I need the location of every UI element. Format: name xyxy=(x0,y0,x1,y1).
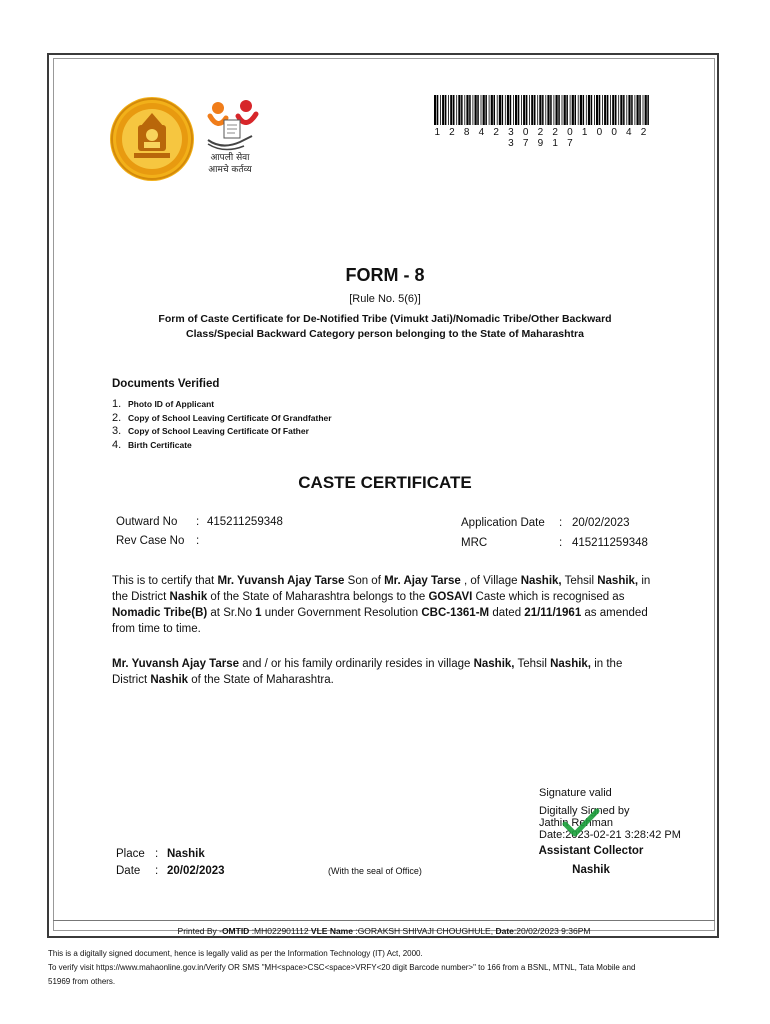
footer-line1: This is a digitally signed document, hence is legally valid as per the Information Technology (IT) Act, 2000. xyxy=(48,949,423,958)
p2-text-1: and / or his family ordinarily resides in village xyxy=(239,658,474,670)
caste-name: GOSAVI xyxy=(428,591,473,603)
tehsil-name: Nashik, xyxy=(550,658,592,670)
footer-line3: 51969 from others. xyxy=(48,977,116,986)
barcode-icon xyxy=(434,95,650,125)
vle-value: :GORAKSH SHIVAJI CHOUGHULE, xyxy=(352,926,496,936)
p2-text-2: Tehsil xyxy=(514,658,551,670)
signature-date: Date:2023-02-21 3:28:42 PM xyxy=(539,829,681,841)
p1-text-4: Tehsil xyxy=(561,575,598,587)
omtid-value: :MH022901112 xyxy=(249,926,311,936)
printed-prefix: Printed By - xyxy=(177,926,222,936)
p2-text-4: of the State of Maharashtra. xyxy=(188,674,334,686)
district-name: Nashik xyxy=(150,674,189,686)
tagline-line1: आपली सेवा xyxy=(210,153,250,163)
list-item-text: Copy of School Leaving Certificate Of Father xyxy=(128,426,309,436)
p1-text-7: Caste which is recognised as xyxy=(472,591,625,603)
p1-text-6: of the State of Maharashtra belongs to the xyxy=(207,591,429,603)
serial-number: 1 xyxy=(255,607,262,619)
date-sep: : xyxy=(155,865,159,877)
form-description-line1: Form of Caste Certificate for De-Notified Tribe (Vimukt Jati)/Nomadic Tribe/Other Backward xyxy=(158,313,612,325)
applicant-name: Mr. Yuvansh Ajay Tarse xyxy=(112,658,239,670)
list-item-number: 3. xyxy=(112,425,122,437)
barcode-number: 1 2 8 4 2 3 0 2 2 0 1 0 0 4 2 3 7 9 1 7 xyxy=(434,127,650,149)
list-item-text: Copy of School Leaving Certificate Of Grandfather xyxy=(128,412,332,423)
application-date-sep: : xyxy=(559,517,563,529)
applicant-name: Mr. Yuvansh Ajay Tarse xyxy=(217,575,345,587)
list-item-number: 1. xyxy=(112,398,122,410)
application-date-value: 20/02/2023 xyxy=(572,517,630,529)
signature-valid-check-icon xyxy=(562,808,600,838)
mrc-value: 415211259348 xyxy=(572,537,648,549)
p2-text-3: in the District xyxy=(112,658,623,686)
district-name: Nashik xyxy=(169,591,208,603)
seal-note: (With the seal of Office) xyxy=(328,866,422,876)
p1-text-5: in the District xyxy=(112,575,651,603)
printed-by xyxy=(53,926,715,936)
rev-case-label: Rev Case No xyxy=(116,535,185,547)
printed-date-label: Date xyxy=(495,926,514,936)
place-value: Nashik xyxy=(167,848,205,860)
footer-note xyxy=(48,947,728,989)
tagline-line2: आमचे कर्तव्य xyxy=(208,165,252,175)
father-name: Mr. Ajay Tarse xyxy=(384,575,461,587)
p1-text-3: , of Village xyxy=(460,575,521,587)
rule-number: [Rule No. 5(6)] xyxy=(349,293,421,305)
certificate-paragraph-2 xyxy=(112,656,660,688)
signature-signer: Jathin Rehman xyxy=(539,817,613,829)
list-item xyxy=(112,398,512,412)
omtid-label: OMTID xyxy=(221,926,250,936)
form-description-line2: Class/Special Backward Category person belonging to the State of Maharashtra xyxy=(186,328,584,340)
documents-heading: Documents Verified xyxy=(112,378,220,390)
resolution-number: CBC-1361-M xyxy=(421,607,490,619)
mrc-label: MRC xyxy=(461,537,488,549)
p1-text-9: under Government Resolution xyxy=(261,607,422,619)
outward-sep: : xyxy=(196,516,200,528)
p1-text-11: as amended from time to time. xyxy=(112,607,648,635)
signature-signed-by: Digitally Signed by xyxy=(539,805,630,817)
vle-label: VLE Name xyxy=(310,926,353,936)
resolution-date: 21/11/1961 xyxy=(524,607,582,619)
signature-valid: Signature valid xyxy=(539,787,612,799)
category-name: Nomadic Tribe(B) xyxy=(112,607,208,619)
signatory-title: Assistant Collector xyxy=(538,845,644,857)
p1-text-2: Son of xyxy=(344,575,385,587)
list-item-text: Birth Certificate xyxy=(128,439,192,450)
list-item xyxy=(112,412,512,426)
documents-list xyxy=(112,398,512,452)
maharashtra-seal-icon xyxy=(108,95,196,183)
form-description xyxy=(110,312,660,342)
p1-text-1: This is to certify that xyxy=(112,575,218,587)
printed-divider xyxy=(53,920,715,921)
mrc-sep: : xyxy=(559,537,563,549)
list-item xyxy=(112,439,512,453)
form-title: FORM - 8 xyxy=(345,265,425,285)
footer-line2: To verify visit https://www.mahaonline.gov.in/Verify OR SMS "MH<space>CSC<space>VRFY<20 digit Barcode number>" to 166 from a BSNL, MTNL, Tata Mobile and xyxy=(48,963,636,972)
outward-value: 415211259348 xyxy=(207,516,283,528)
printed-date-value: :20/02/2023 9:36PM xyxy=(513,926,591,936)
place-label: Place xyxy=(116,848,145,860)
list-item xyxy=(112,425,512,439)
signatory-place: Nashik xyxy=(572,864,610,876)
list-item-text: Photo ID of Applicant xyxy=(128,399,215,409)
outward-label: Outward No xyxy=(116,516,178,528)
certificate-paragraph-1 xyxy=(112,573,660,637)
p1-text-10: dated xyxy=(489,607,525,619)
certificate-title: CASTE CERTIFICATE xyxy=(298,473,472,492)
list-item-number: 4. xyxy=(112,438,122,451)
seva-tagline xyxy=(200,152,260,176)
date-value: 20/02/2023 xyxy=(167,865,225,877)
rev-case-sep: : xyxy=(196,535,200,547)
p1-text-8: at Sr.No xyxy=(207,607,256,619)
village-name: Nashik, xyxy=(520,575,562,587)
list-item-number: 2. xyxy=(112,411,122,424)
date-label: Date xyxy=(116,865,141,877)
application-date-label: Application Date xyxy=(461,517,545,529)
tehsil-name: Nashik, xyxy=(597,575,639,587)
place-sep: : xyxy=(155,848,159,860)
village-name: Nashik, xyxy=(473,658,515,670)
